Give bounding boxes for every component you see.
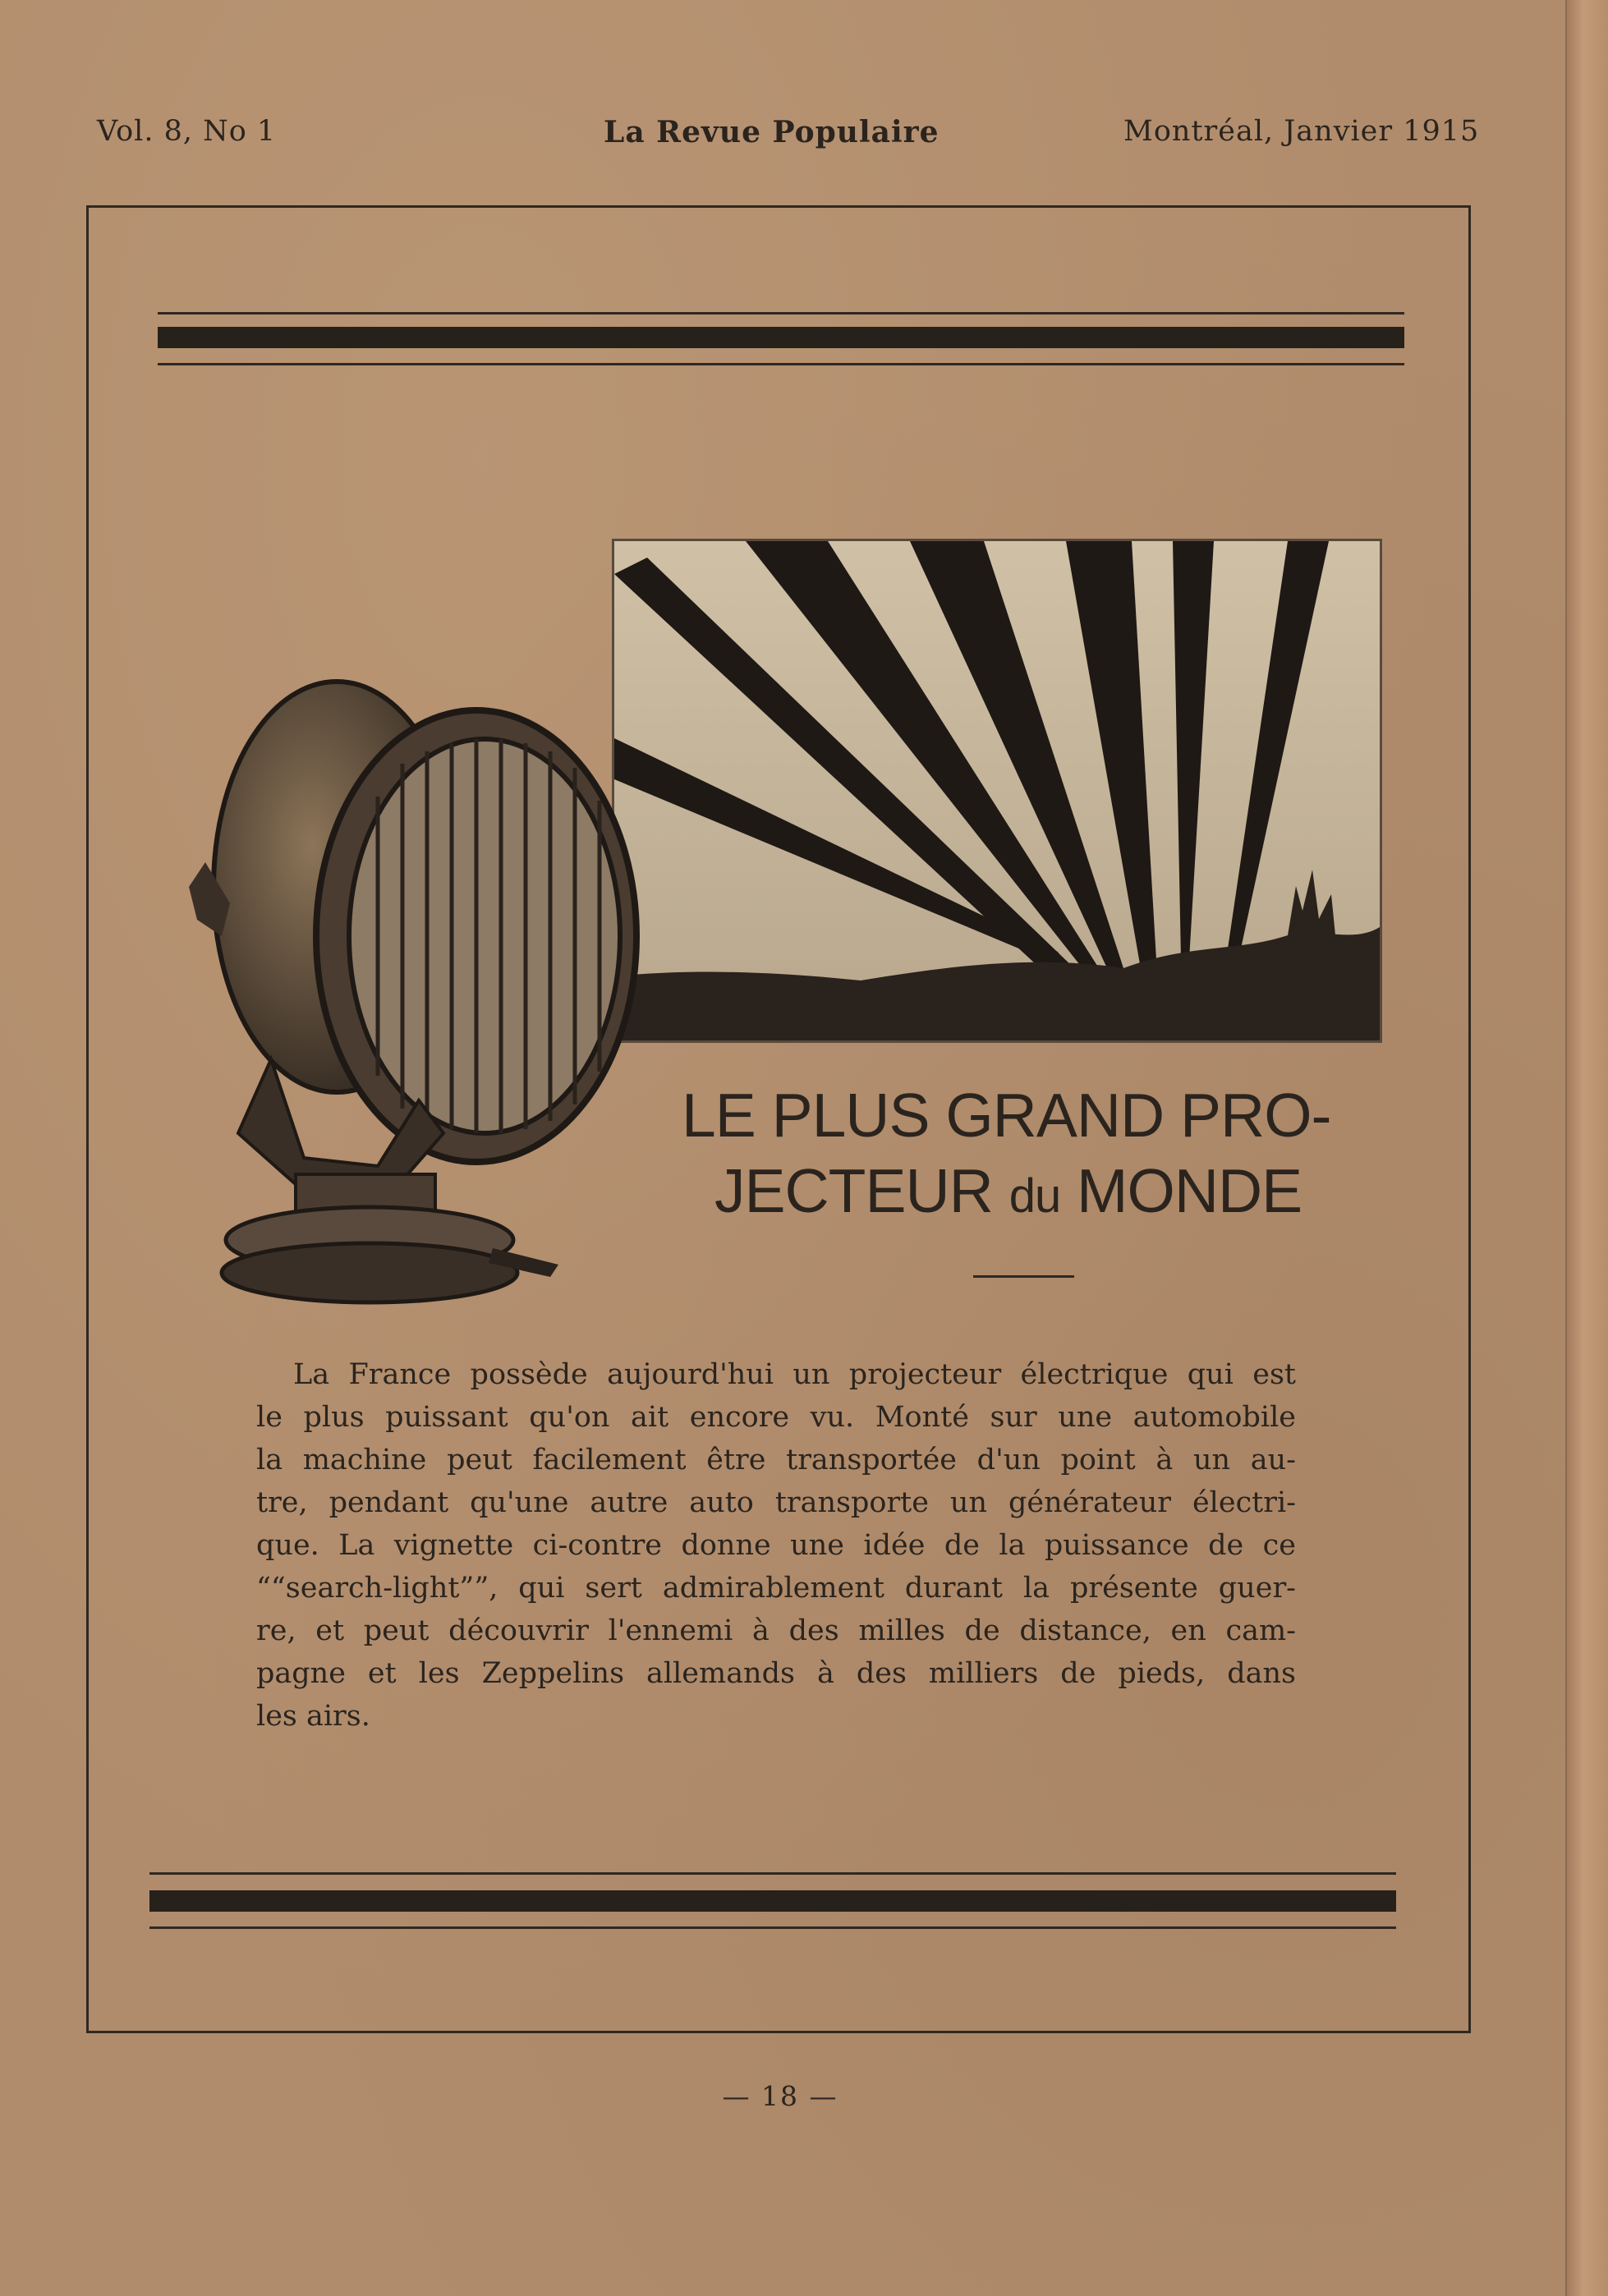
paragraph-line: que. La vignette ci-contre donne une idée de la puissance de ce <box>256 1529 1296 1562</box>
page-edge <box>1565 0 1608 2296</box>
bottom-rule-thick <box>149 1890 1396 1912</box>
title-line-2-part-c: MONDE <box>1060 1156 1302 1225</box>
paragraph-line: pagne et les Zeppelins allemands à des milliers de pieds, dans <box>256 1657 1296 1690</box>
title-line-2-part-b: du <box>1008 1169 1061 1223</box>
paragraph-line: re, et peut découvrir l'ennemi à des milles de distance, en cam- <box>256 1614 1296 1647</box>
top-rule-thick <box>158 327 1404 348</box>
projector-drawing <box>172 673 682 1314</box>
top-rule-upper <box>158 312 1404 315</box>
title-underline-rule <box>973 1275 1074 1278</box>
beams-illustration <box>614 541 1380 1040</box>
searchlight-projector-illustration <box>172 673 682 1314</box>
article-title <box>682 1077 1421 1234</box>
paragraph-line: tre, pendant qu'une autre auto transporte un générateur électri- <box>256 1486 1296 1519</box>
searchlight-beams-photo <box>612 539 1382 1043</box>
title-line-2-part-a: JECTEUR <box>714 1156 1009 1225</box>
publication-title: La Revue Populaire <box>604 115 940 149</box>
place-date: Montréal, Janvier 1915 <box>1123 115 1480 148</box>
bottom-rule-upper <box>149 1872 1396 1875</box>
volume-number: Vol. 8, No 1 <box>97 115 277 148</box>
bottom-rule-lower <box>149 1926 1396 1929</box>
page-number: — 18 — <box>722 2080 838 2112</box>
title-line-1: LE PLUS GRAND PRO- <box>682 1081 1331 1150</box>
paragraph-line: les airs. <box>256 1700 370 1733</box>
top-rule-lower <box>158 363 1404 365</box>
title-line-2 <box>682 1153 1421 1234</box>
paragraph-line: ““search-light””, qui sert admirablement durant la présente guer- <box>256 1572 1296 1605</box>
paragraph-line: la machine peut facilement être transportée d'un point à un au- <box>256 1444 1296 1476</box>
article-paragraph <box>256 1353 1296 1738</box>
paragraph-line: La France possède aujourd'hui un projecteur électrique qui est <box>293 1358 1296 1391</box>
paragraph-line: le plus puissant qu'on ait encore vu. Monté sur une automobile <box>256 1401 1296 1434</box>
